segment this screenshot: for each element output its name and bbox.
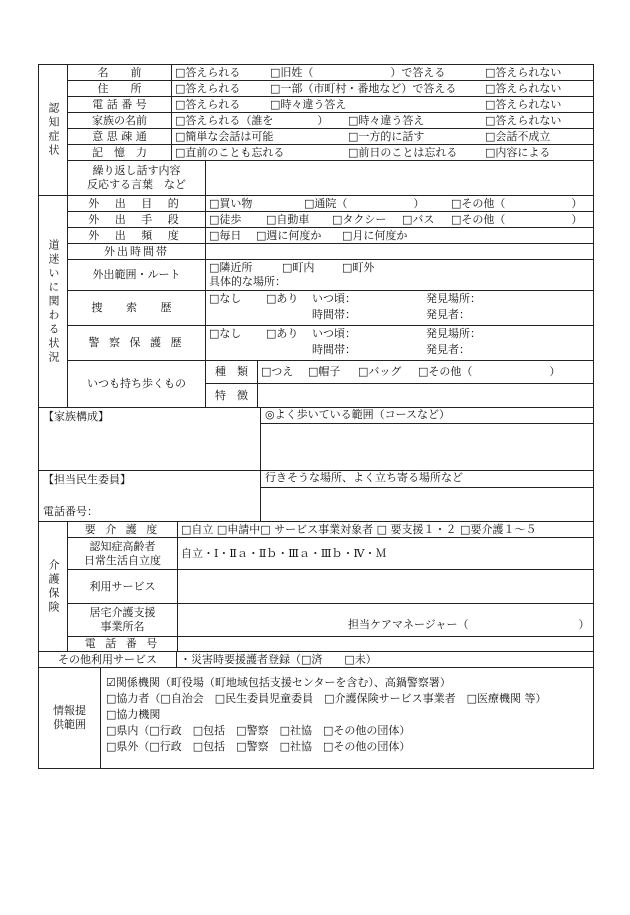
likely-places-field[interactable]: [261, 488, 593, 521]
option-exists[interactable]: □あり: [266, 327, 299, 340]
row-services: [68, 570, 593, 604]
label-search-history: 捜 索 歴: [68, 291, 206, 325]
option[interactable]: □自動車: [266, 212, 310, 226]
option[interactable]: □時々違う答え: [270, 97, 347, 111]
label-family-name: 家族の名前: [68, 113, 172, 128]
label-care-office: 居宅介護支援: [89, 606, 156, 619]
label-care-phone: 電 話 番 号: [68, 637, 178, 651]
option[interactable]: □タクシー: [332, 212, 387, 226]
label-kind: 種 類: [206, 361, 258, 383]
label-services: 利用サービス: [68, 570, 178, 603]
family-label: 【家族構成】: [43, 410, 109, 423]
timezone-label: 時間帯：: [312, 343, 356, 356]
row-repeat-words: [68, 161, 593, 195]
place-label: 発見場所：: [426, 292, 481, 305]
option[interactable]: □その他（ ）: [451, 212, 583, 226]
option[interactable]: □答えられる（誰を ）: [175, 113, 329, 127]
row-care-office: [68, 604, 593, 637]
option[interactable]: □その他（ ）: [451, 196, 583, 210]
range-detail: 具体的な場所：: [209, 275, 286, 288]
option[interactable]: □会話不成立: [485, 129, 551, 143]
option[interactable]: □バッグ: [358, 365, 402, 378]
label-info-scope-2: 供範囲: [53, 718, 86, 731]
repeat-words-field[interactable]: [206, 161, 593, 195]
label-care-office-2: 事業所名: [100, 620, 145, 633]
row-communication: [68, 129, 593, 145]
wandering-section: [39, 196, 593, 408]
wandering-section-label: 道迷いに関わる状況: [47, 238, 60, 365]
row-search-history: [68, 291, 593, 326]
option[interactable]: □直前のことも忘れる: [175, 145, 285, 159]
info-scope-section: [39, 668, 593, 768]
other-services-value[interactable]: ・災害時要援護者登録（□済 □未）: [180, 652, 377, 666]
option[interactable]: □答えられる: [175, 81, 241, 95]
option[interactable]: □一部（市町村・番地など）で答える: [270, 81, 457, 95]
option[interactable]: □隣近所: [209, 261, 253, 274]
option[interactable]: □答えられる: [175, 65, 241, 79]
option[interactable]: □答えられない: [485, 97, 562, 111]
option-none[interactable]: □なし: [209, 327, 242, 340]
row-range: [68, 260, 593, 291]
place-label: 発見場所：: [426, 327, 481, 340]
label-address: 住 所: [68, 81, 172, 96]
row-name: [68, 65, 593, 81]
row-care-phone: [68, 637, 593, 651]
option[interactable]: □徒歩: [209, 212, 242, 226]
label-repeat-words: 繰り返し話す内容: [92, 164, 181, 177]
dementia-symptoms-section: [39, 65, 593, 196]
label-phone: 電 話 番 号: [68, 97, 172, 112]
label-police-history: 警 察 保 護 歴: [68, 326, 206, 360]
timezone-field[interactable]: [206, 244, 593, 259]
option[interactable]: □買い物: [209, 196, 253, 210]
minsei-phone-label: 電話番号：: [43, 505, 98, 518]
row-memory: [68, 145, 593, 161]
info-scope-line[interactable]: □県内（□行政 □包括 □警察 □社協 □その他の団体）: [106, 724, 411, 737]
option[interactable]: □内容による: [485, 145, 551, 159]
minsei-section: [39, 471, 593, 522]
other-services-section: [39, 652, 593, 668]
option[interactable]: □その他（ ）: [418, 365, 561, 378]
row-family-name: [68, 113, 593, 129]
row-purpose: [68, 196, 593, 212]
label-frequency: 外 出 頻 度: [68, 228, 206, 243]
label-timezone: 外出時間帯: [68, 244, 206, 259]
option[interactable]: □前日のことは忘れる: [348, 145, 458, 159]
label-feature: 特 徴: [206, 384, 258, 407]
when-label: いつ頃：: [312, 292, 356, 305]
option-exists[interactable]: □あり: [266, 292, 299, 305]
family-section: [39, 408, 593, 471]
label-other-services: その他利用サービス: [39, 652, 177, 667]
label-name: 名 前: [68, 65, 172, 80]
likely-places-label: 行きそうな場所、よく立ち寄る場所など: [261, 471, 593, 488]
services-field[interactable]: [178, 570, 593, 603]
label-repeat-words-2: 反応する言葉 など: [87, 178, 186, 191]
label-care-level: 要 介 護 度: [68, 522, 178, 537]
option[interactable]: □通院（ ）: [304, 196, 425, 210]
care-insurance-section: [39, 522, 593, 652]
label-communication: 意 思 疎 通: [68, 129, 172, 144]
option[interactable]: □答えられない: [485, 81, 562, 95]
option[interactable]: □簡単な会話は可能: [175, 129, 274, 143]
option[interactable]: □答えられない: [485, 65, 562, 79]
option[interactable]: □時々違う答え: [348, 113, 425, 127]
walk-range-label: ◎よく歩いている範囲（コースなど）: [261, 408, 593, 424]
independence-options[interactable]: 自立・Ⅰ・Ⅱａ・Ⅱｂ・Ⅲａ・Ⅲｂ・Ⅳ・Ｍ: [181, 546, 387, 560]
info-scope-line[interactable]: ☑関係機関（町役場（町地域包括支援センターを含む）、高鍋警察署）: [106, 676, 451, 689]
info-scope-line[interactable]: □協力機関: [106, 708, 161, 721]
option[interactable]: □旧姓（ ）で答える: [270, 65, 446, 79]
row-care-level: [68, 522, 593, 538]
finder-label: 発見者：: [426, 308, 470, 321]
option[interactable]: □月に何度か: [342, 228, 408, 242]
label-independence-2: 日常生活自立度: [84, 553, 161, 567]
timezone-label: 時間帯：: [312, 308, 356, 321]
row-carried-items: [68, 361, 593, 407]
care-level-options[interactable]: □自立 □申請中□ サービス事業対象者 □ 要支援１・２ □要介護１～５: [181, 522, 537, 536]
info-scope-line[interactable]: □協力者（□自治会 □民生委員児童委員 □介護保険サービス事業者 □医療機関 等）: [106, 692, 547, 705]
when-label: いつ頃：: [312, 327, 356, 340]
care-section-label: 介護保険: [47, 558, 60, 615]
dementia-section-label: 認知症状: [47, 102, 60, 158]
label-purpose: 外 出 目 的: [68, 196, 206, 211]
info-sheet-form: [38, 64, 594, 769]
row-means: [68, 212, 593, 228]
row-police-history: [68, 326, 593, 361]
option[interactable]: □町内: [282, 261, 315, 274]
care-phone-field[interactable]: [178, 637, 593, 651]
label-means: 外 出 手 段: [68, 212, 206, 227]
row-independence: [68, 538, 593, 570]
label-carried-items: いつも持ち歩くもの: [68, 361, 206, 407]
option-none[interactable]: □なし: [209, 292, 242, 305]
care-manager-label[interactable]: 担当ケアマネージャー（ ）: [348, 618, 590, 631]
option[interactable]: □毎日: [209, 228, 242, 242]
info-scope-line[interactable]: □県外（□行政 □包括 □警察 □社協 □その他の団体）: [106, 740, 411, 753]
walk-range-field[interactable]: [261, 424, 593, 470]
label-info-scope: 情報提: [53, 704, 86, 717]
label-independence: 認知症高齢者: [89, 539, 156, 553]
option[interactable]: □帽子: [308, 365, 341, 378]
feature-field[interactable]: [258, 384, 593, 407]
finder-label: 発見者：: [426, 343, 470, 356]
row-frequency: [68, 228, 593, 244]
option[interactable]: □答えられる: [175, 97, 241, 111]
label-memory: 記 憶 力: [68, 145, 172, 160]
option[interactable]: □バス: [402, 212, 435, 226]
minsei-label: 【担当民生委員】: [43, 473, 131, 486]
row-address: [68, 81, 593, 97]
option[interactable]: □つえ: [261, 365, 294, 378]
option[interactable]: □週に何度か: [256, 228, 322, 242]
label-range: 外出範囲・ルート: [68, 260, 206, 290]
row-phone: [68, 97, 593, 113]
option[interactable]: □一方的に話す: [348, 129, 425, 143]
row-timezone: [68, 244, 593, 260]
option[interactable]: □答えられない: [485, 113, 562, 127]
option[interactable]: □町外: [342, 261, 375, 274]
